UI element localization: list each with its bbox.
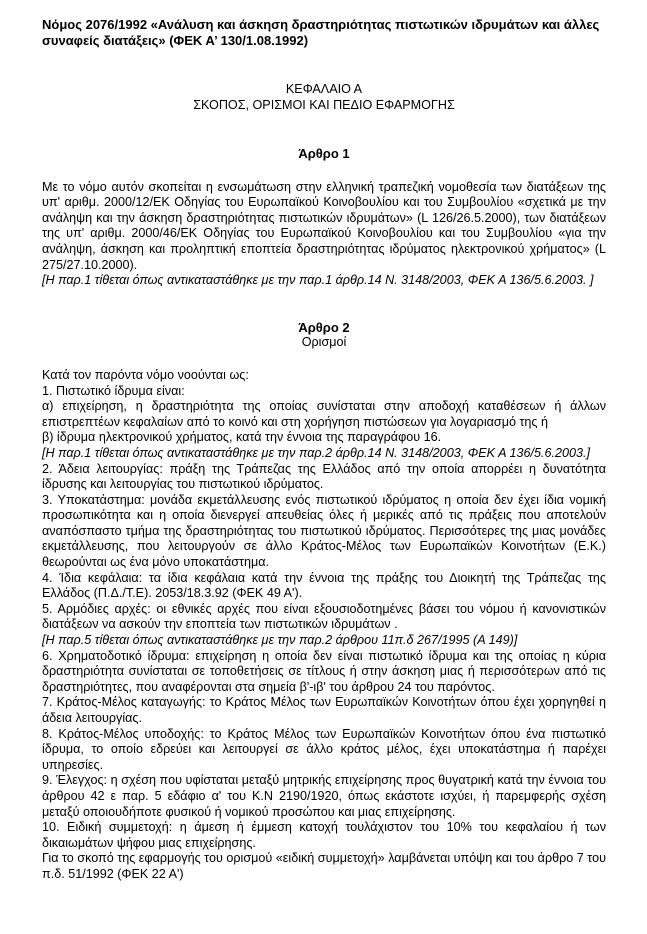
article-1-heading: Άρθρο 1 bbox=[298, 146, 350, 161]
article-2-subheading: Ορισμοί bbox=[301, 335, 347, 350]
definition-paragraph: α) επιχείρηση, η δραστηριότητα της οποίας συνίσταται στην αποδοχή καταθέσεων ή άλλων επιστρεπτέων κεφαλαίων από το κοινό και στη χορήγηση πιστώσεων για λογαριασμό της ή bbox=[42, 399, 606, 429]
definition-paragraph: 6. Χρηματοδοτικό ίδρυμα: επιχείρηση η οποία δεν είναι πιστωτικό ίδρυμα και της οποίας η κύρια δραστηριότητα συνίσταται σε τοποθετήσεις σε τίτλους ή στην άσκηση μιας ή περισσότερων από τις δραστηριότητες, που αναφέρονται στα σημεία β'-ιβ' του άρθρου 24 του παρόντος. bbox=[42, 648, 606, 694]
amendment-note: [Η παρ.1 τίθεται όπως αντικαταστάθηκε με την παρ.2 άρθρ.14 Ν. 3148/2003, ΦΕΚ Α 136/5.6.2003.] bbox=[42, 445, 591, 460]
definition-paragraph: 10. Ειδική συμμετοχή: η άμεση ή έμμεση κατοχή τουλάχιστον του 10% του κεφαλαίου ή των δικαιωμάτων ψήφου μιας επιχείρησης. bbox=[42, 820, 606, 850]
article-1-body: Με το νόμο αυτόν σκοπείται η ενσωμάτωση στην ελληνική τραπεζική νομοθεσία των διατάξεων της υπ' αριθμ. 2000/12/ΕΚ Οδηγίας του Ευρωπαϊκού Κοινοβουλίου και του Συμβουλίου «σχετικά με την ανάληψη και την άσκηση δραστηριότητας πιστωτικών ιδρυμάτων» (L 126/26.5.2000), των διατάξεων της υπ' αριθμ. 2000/46/ΕΚ Οδηγίας του Ευρωπαϊκού Κοινοβουλίου και του Συμβουλίου «για την ανάληψη, άσκηση και προληπτική εποπτεία δραστηριότητας ιδρύματος ηλεκτρονικού χρήματος» (L 275/27.10.2000). bbox=[42, 179, 606, 272]
chapter-label: ΚΕΦΑΛΑΙΟ Α bbox=[285, 82, 363, 96]
definition-paragraph: 8. Κράτος-Μέλος υποδοχής: το Κράτος Μέλος των Ευρωπαϊκών Κοινοτήτων όπου ένα πιστωτικό ίδρυμα, το οποίο εδρεύει και λειτουργεί σε άλλο κράτος μέλος, έχει υποκατάστημα ή παρέχει υπηρεσίες. bbox=[42, 726, 606, 772]
definition-paragraph: β) ίδρυμα ηλεκτρονικού χρήματος, κατά την έννοια της παραγράφου 16. bbox=[42, 430, 442, 445]
article-2-paragraphs bbox=[42, 384, 606, 883]
definition-paragraph: 9. Έλεγχος: η σχέση που υφίσταται μεταξύ μητρικής επιχείρησης προς θυγατρική κατά την έννοια του άρθρου 42 ε παρ. 5 εδάφιο α' του Κ.Ν 2190/1920, όπως εκάστοτε ισχύει, ή παρεμφερής σχέση μεταξύ οποιουδήποτε φυσικού ή νομικού προσώπου και μιας επιχείρησης. bbox=[42, 773, 606, 819]
article-2-intro: Κατά τον παρόντα νόμο νοούνται ως: bbox=[42, 367, 249, 382]
amendment-note: [Η παρ.5 τίθεται όπως αντικαταστάθηκε με την παρ.2 άρθρου 11π.δ 267/1995 (Α 149)] bbox=[42, 633, 518, 648]
article-1-note: [Η παρ.1 τίθεται όπως αντικαταστάθηκε με την παρ.1 άρθρ.14 Ν. 3148/2003, ΦΕΚ Α 136/5.6.2003. ] bbox=[42, 273, 594, 288]
definition-paragraph: 3. Υποκατάστημα: μονάδα εκμετάλλευσης ενός πιστωτικού ιδρύματος η οποία δεν έχει ίδια νομική προσωπικότητα και η οποία διενεργεί απευθείας όλες ή μερικές από τις πράξεις που αποτελούν αναπόσπαστο τμήμα της δραστηριότητας του πιστωτικού ιδρύματος. Περισσότερες της μιας μονάδες εκμετάλλευσης, που λειτουργούν σε άλλο Κράτος-Μέλος των Ευρωπαϊκών Κοινοτήτων (Ε.Κ.) θεωρούνται ως ένα μόνο υποκατάστημα. bbox=[42, 492, 606, 570]
definition-paragraph: 1. Πιστωτικό ίδρυμα είναι: bbox=[42, 383, 185, 398]
chapter-title: ΣΚΟΠΟΣ, ΟΡΙΣΜΟΙ ΚΑΙ ΠΕΔΙΟ ΕΦΑΡΜΟΓΗΣ bbox=[193, 98, 455, 112]
document-title: Νόμος 2076/1992 «Ανάλυση και άσκηση δραστηριότητας πιστωτικών ιδρυμάτων και άλλες συναφείς διατάξεις» (ΦΕΚ Α’ 130/1.08.1992) bbox=[42, 17, 600, 48]
definition-paragraph: 2. Άδεια λειτουργίας: πράξη της Τράπεζας της Ελλάδος από την οποία απορρέει η δυνατότητα ίδρυσης και λειτουργίας του πιστωτικού ιδρύματος. bbox=[42, 461, 606, 492]
definition-paragraph: 4. Ίδια κεφάλαια: τα ίδια κεφάλαια κατά την έννοια της πράξης του Διοικητή της Τράπεζας της Ελλάδος (Π.Δ./Τ.Ε). 2053/18.3.92 (ΦΕΚ 49 Α'). bbox=[42, 570, 606, 601]
chapter-heading bbox=[42, 81, 606, 113]
definition-paragraph: Για το σκοπό της εφαρμογής του ορισμού «ειδική συμμετοχή» λαμβάνεται υπόψη και του άρθρο 7 του π.δ. 51/1992 (ΦΕΚ 22 Α') bbox=[42, 851, 606, 881]
definition-paragraph: 7. Κράτος-Μέλος καταγωγής: το Κράτος Μέλος των Ευρωπαϊκών Κοινοτήτων όπου έχει χορηγηθεί η άδεια λειτουργίας. bbox=[42, 695, 606, 725]
article-2-heading: Άρθρο 2 bbox=[298, 319, 350, 335]
document-page bbox=[42, 0, 606, 883]
definition-paragraph: 5. Αρμόδιες αρχές: οι εθνικές αρχές που είναι εξουσιοδοτημένες βάσει του νόμου ή κανονιστικών διατάξεων να ασκούν την εποπτεία των πιστωτικών ιδρυμάτων . bbox=[42, 601, 606, 632]
